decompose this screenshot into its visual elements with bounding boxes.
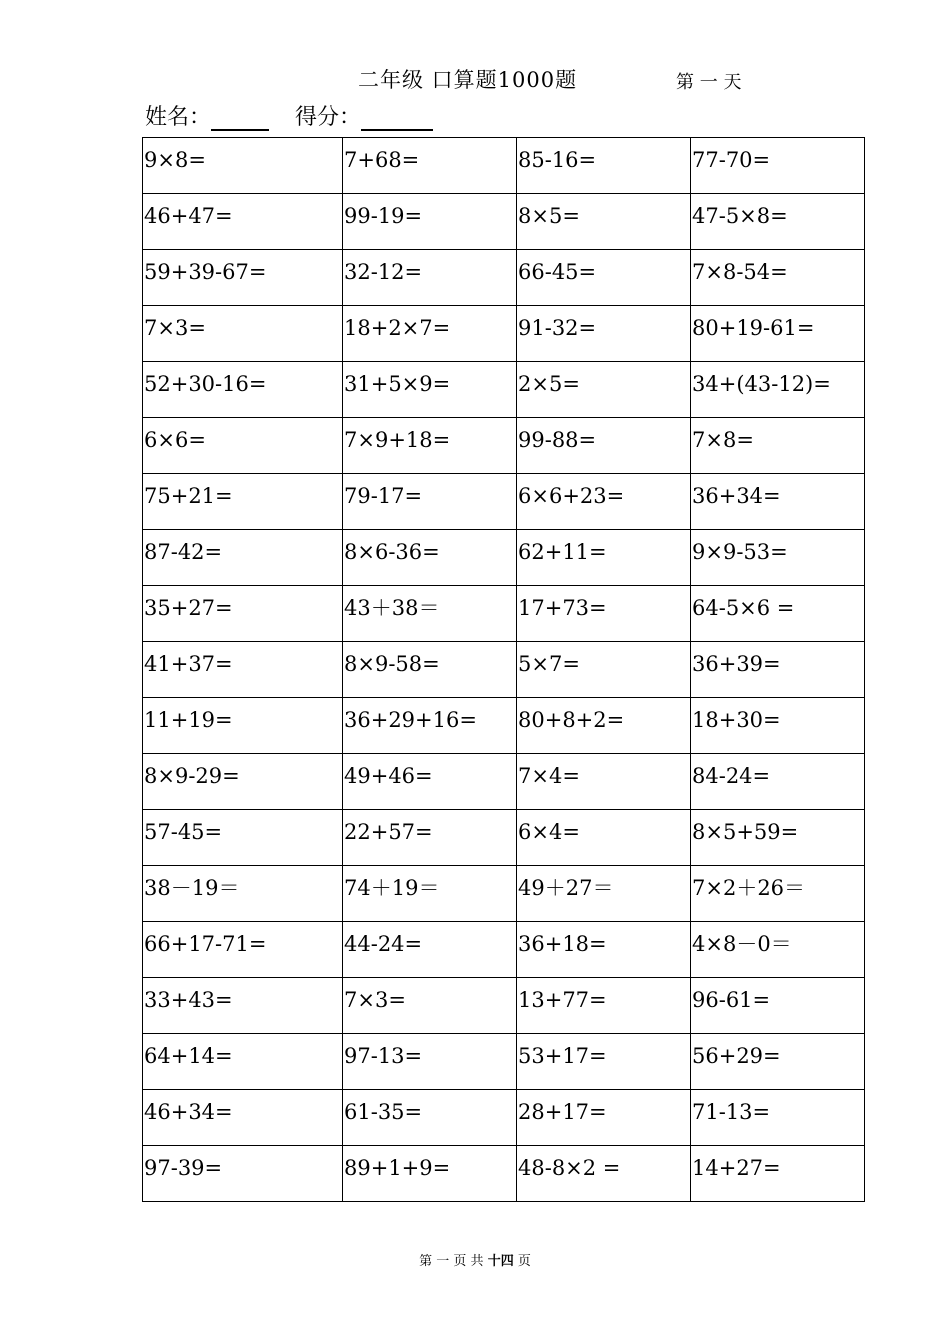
problem-cell: 38－19＝ [143,866,343,922]
problem-cell: 7×3= [343,978,517,1034]
page-footer [0,1250,950,1269]
problem-row [143,418,865,474]
problem-cell: 36+18= [517,922,691,978]
name-blank[interactable] [211,103,269,131]
problem-row [143,866,865,922]
problem-cell: 33+43= [143,978,343,1034]
problem-cell: 75+21= [143,474,343,530]
problem-cell: 17+73= [517,586,691,642]
problem-cell: 57-45= [143,810,343,866]
day-label: 第 一 天 [676,72,742,93]
problem-cell: 18+2×7= [343,306,517,362]
problem-row [143,754,865,810]
problem-row [143,1034,865,1090]
problem-cell: 28+17= [517,1090,691,1146]
problem-cell: 8×9-29= [143,754,343,810]
problem-cell: 6×6+23= [517,474,691,530]
problem-cell: 14+27= [691,1146,865,1202]
score-blank[interactable] [361,103,433,131]
problem-cell: 56+29= [691,1034,865,1090]
problem-cell: 96-61= [691,978,865,1034]
footer-suffix: 页 [513,1254,531,1269]
problem-cell: 7×3= [143,306,343,362]
problem-cell: 87-42= [143,530,343,586]
problem-cell: 6×4= [517,810,691,866]
problem-cell: 35+27= [143,586,343,642]
problem-row [143,362,865,418]
problem-cell: 61-35= [343,1090,517,1146]
problem-cell: 6×6= [143,418,343,474]
problem-row [143,250,865,306]
problem-cell: 22+57= [343,810,517,866]
problem-row [143,306,865,362]
student-info-row [145,100,433,131]
problem-row [143,642,865,698]
problem-row [143,1090,865,1146]
problem-cell: 41+37= [143,642,343,698]
problem-cell: 7+68= [343,138,517,194]
problem-cell: 44-24= [343,922,517,978]
problem-cell: 91-32= [517,306,691,362]
problem-cell: 7×8= [691,418,865,474]
problem-cell: 79-17= [343,474,517,530]
problem-cell: 4×8－0＝ [691,922,865,978]
problem-row [143,138,865,194]
problem-cell: 8×9-58= [343,642,517,698]
problem-cell: 18+30= [691,698,865,754]
problem-row [143,1146,865,1202]
problem-row [143,978,865,1034]
problem-grid-body [143,138,865,1202]
problem-cell: 53+17= [517,1034,691,1090]
problem-cell: 11+19= [143,698,343,754]
problem-cell: 66-45= [517,250,691,306]
problem-cell: 46+34= [143,1090,343,1146]
problem-cell: 36+29+16= [343,698,517,754]
name-label: 姓名： [145,105,212,130]
problem-cell: 31+5×9= [343,362,517,418]
problem-cell: 89+1+9= [343,1146,517,1202]
score-label: 得分： [295,105,362,130]
problem-cell: 48-8×2 = [517,1146,691,1202]
problem-row [143,530,865,586]
problem-cell: 7×8-54= [691,250,865,306]
problem-row [143,194,865,250]
problem-cell: 85-16= [517,138,691,194]
problem-cell: 8×5= [517,194,691,250]
problem-cell: 9×8= [143,138,343,194]
problem-cell: 77-70= [691,138,865,194]
problem-cell: 64+14= [143,1034,343,1090]
problem-cell: 84-24= [691,754,865,810]
problem-cell: 47-5×8= [691,194,865,250]
problem-cell: 7×2＋26＝ [691,866,865,922]
problem-cell: 97-39= [143,1146,343,1202]
problem-cell: 2×5= [517,362,691,418]
problem-cell: 13+77= [517,978,691,1034]
problem-cell: 7×4= [517,754,691,810]
problem-cell: 46+47= [143,194,343,250]
problem-cell: 74＋19＝ [343,866,517,922]
problem-cell: 66+17-71= [143,922,343,978]
problem-cell: 8×6-36= [343,530,517,586]
problem-grid [142,137,865,1202]
problem-cell: 9×9-53= [691,530,865,586]
problem-row [143,810,865,866]
problem-cell: 71-13= [691,1090,865,1146]
problem-row [143,698,865,754]
footer-prefix: 第 一 页 共 [419,1254,488,1269]
problem-cell: 43＋38＝ [343,586,517,642]
problem-cell: 99-19= [343,194,517,250]
problem-cell: 36+34= [691,474,865,530]
problem-row [143,586,865,642]
problem-row [143,474,865,530]
problem-cell: 8×5+59= [691,810,865,866]
problem-cell: 99-88= [517,418,691,474]
problem-cell: 34+(43-12)= [691,362,865,418]
worksheet-title: 二年级 口算题1000题 [358,68,578,92]
problem-cell: 59+39-67= [143,250,343,306]
footer-total-pages: 十四 [487,1254,514,1269]
problem-cell: 49＋27＝ [517,866,691,922]
problem-cell: 36+39= [691,642,865,698]
problem-cell: 32-12= [343,250,517,306]
problem-cell: 64-5×6 = [691,586,865,642]
problem-cell: 62+11= [517,530,691,586]
problem-cell: 80+19-61= [691,306,865,362]
problem-row [143,922,865,978]
problem-cell: 5×7= [517,642,691,698]
problem-cell: 49+46= [343,754,517,810]
problem-cell: 97-13= [343,1034,517,1090]
problem-cell: 7×9+18= [343,418,517,474]
problem-cell: 52+30-16= [143,362,343,418]
problem-cell: 80+8+2= [517,698,691,754]
